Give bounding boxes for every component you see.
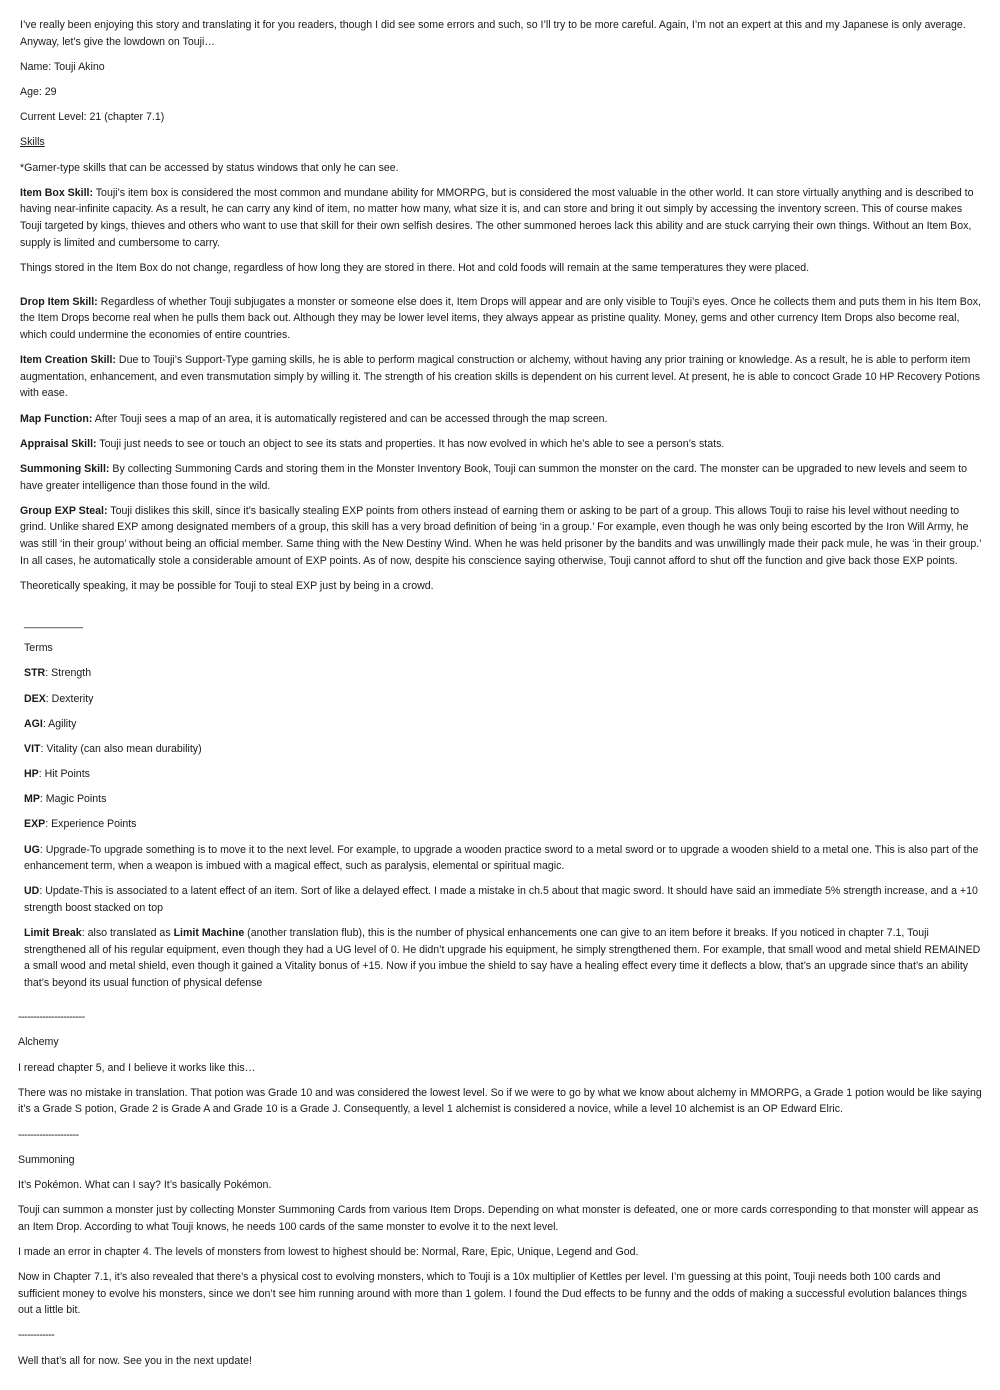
term-item (24, 883, 982, 916)
skill-text: Due to Touji’s Support-Type gaming skills, he is able to perform magical construction or alchemy, without having any prior training or knowledge. As a result, he is able to perform item augmentation, enhancement, and even transmutation simply by willing it. The strength of his creation skills is dependent on his current level. At present, he is able to concoct Grade 10 HP Recovery Potions with ease. (20, 354, 981, 400)
skill-title: Summoning Skill: (20, 463, 110, 475)
terms-separator: __________ (24, 616, 83, 629)
term-abbr: UD (24, 885, 40, 898)
profile-age: Age: 29 (20, 85, 57, 98)
alchemy-heading: Alchemy (18, 1036, 59, 1049)
term-abbr: VIT (24, 742, 41, 755)
term-def: : Vitality (can also mean durability) (40, 742, 202, 755)
skill-title: Appraisal Skill: (20, 437, 97, 450)
skill-map-function (20, 411, 982, 428)
alchemy-separator: ---------------------- (18, 1011, 85, 1024)
skill-item-creation (20, 352, 982, 402)
skills-heading: Skills (20, 136, 45, 149)
skill-title: Item Creation Skill: (20, 354, 116, 367)
term-def: : Strength (45, 667, 92, 680)
alchemy-paragraph: I reread chapter 5, and I believe it works like this… (18, 1061, 256, 1074)
summoning-paragraph: I made an error in chapter 4. The levels of monsters from lowest to highest should be: Normal, Rare, Epic, Unique, Legend and God. (18, 1245, 639, 1258)
terms-heading: Terms (24, 642, 53, 655)
skill-text: Touji dislikes this skill, since it’s basically stealing EXP points from others instead of earning them or asking to be part of a group. This allows Touji to raise his level without needing to grind. Unlike shared EXP among designated members of a group, this skill has a very broad definition of being ‘in a group.’ For example, even though he was only being escorted by the Iron Will Army, he was still ‘in their group’ without being an official member. Same thing with the New Destiny Wind. When he was held prisoner by the bandits and was unwillingly made their pack mule, he was ‘in their group.’ In all cases, he automatically stole a considerable amount of EXP points. As of now, despite his conscience saying otherwise, Touji cannot afford to shut off the function and give back those EXP points. (20, 504, 982, 567)
summoning-paragraph: It’s Pokémon. What can I say? It’s basically Pokémon. (18, 1178, 272, 1191)
intro-paragraph: I’ve really been enjoying this story and translating it for you readers, though I did see some errors and such, so I’ll try to be more careful. Again, I’m not an expert at this and my Japanese is only average. Anyway, let’s give the lowdown on Touji… (20, 19, 966, 48)
term-def: : Hit Points (38, 768, 90, 781)
term-def: (another translation flub), this is the number of physical enhancements one can give to an item before it breaks. If you noticed in chapter 7.1, Touji strengthened all of his regular equipment, even though they had a UG level of 0. He didn’t upgrade his equipment, he simply strengthened them. For example, that small wood and metal shield REMAINED a small wood and metal shield, even though it gained a Vitality bonus of +15. Now if you imbue the shield to say have a healing effect every time it deflects a blow, that’s an upgrade since that’s an ability that’s beyond its usual function of physical defense (24, 927, 981, 989)
skill-title: Group EXP Steal: (20, 504, 108, 517)
term-abbr: AGI (24, 717, 43, 730)
term-abbr: EXP (24, 818, 46, 831)
term-item (24, 791, 982, 808)
skill-item-box (20, 185, 982, 251)
skill-exp-steal-note (20, 578, 982, 595)
skill-text: Regardless of whether Touji subjugates a monster or someone else does it, Item Drops will appear and are only visible to Touji’s eyes. Once he collects them and puts them in his Item Box, the Item Drops become real when he pulls them back out. Although they may be lower level items, they always appear as pristine quality. Money, gems and other currency Item Drops also become real, which could undermine the economies of entire countries. (20, 295, 981, 342)
skill-text: Touji just needs to see or touch an object to see its stats and properties. It has now evolved in which he’s able to see a person’s stats. (96, 437, 725, 450)
alchemy-section (18, 1009, 982, 1369)
skill-summoning (20, 461, 982, 494)
summoning-heading: Summoning (18, 1153, 75, 1166)
terms-section (24, 615, 982, 992)
skill-title: Item Box Skill: (20, 186, 93, 199)
term-item (24, 691, 982, 708)
summoning-paragraph: Now in Chapter 7.1, it’s also revealed that there’s a physical cost to evolving monsters, which to Touji is a 10x multiplier of Kettles per level. I’m guessing at this point, Touji needs both 100 cards and sufficient money to evolve his monsters, since we don’t see him running around with more than 1 golem. I found the Dud effects to be funny and the odds of making a successful evolution balances things out a little bit. (18, 1271, 967, 1317)
skill-text: Theoretically speaking, it may be possible for Touji to steal EXP just by being in a crowd. (20, 579, 434, 592)
term-def: : Dexterity (45, 692, 94, 705)
skill-title: Map Function: (20, 412, 93, 425)
skill-text: Things stored in the Item Box do not change, regardless of how long they are stored in there. Hot and cold foods will remain at the same temperatures they were placed. (20, 261, 810, 274)
skill-drop-item (20, 294, 982, 344)
summoning-separator: -------------------- (18, 1128, 79, 1141)
term-def: : Upgrade-To upgrade something is to move it to the next level. For example, to upgrade a wooden practice sword to a metal sword or to upgrade a wooden shield to a metal one. This is also part of the enhancement term, when a weapon is imbued with a magical effect, such as paralysis, elemental or spiritual magic. (24, 843, 979, 873)
summoning-paragraph: Touji can summon a monster just by collecting Monster Summoning Cards from various Item Drops. Depending on what monster is defeated, one or more cards corresponding to that monster will appear as an Item Drop. According to what Touji knows, he needs 100 cards of the same monster to evolve it to the next level. (18, 1204, 979, 1233)
skill-text: After Touji sees a map of an area, it is automatically registered and can be accessed through the map screen. (92, 412, 608, 425)
term-abbr: DEX (24, 692, 46, 705)
outro-separator: ------------ (18, 1329, 55, 1342)
term-item (24, 716, 982, 733)
term-abbr-alt: Limit Machine (173, 927, 245, 940)
skill-appraisal (20, 436, 982, 453)
term-abbr: HP (24, 768, 39, 781)
skill-group-exp-steal (20, 503, 982, 569)
profile-level: Current Level: 21 (chapter 7.1) (20, 111, 165, 124)
term-def: : Magic Points (39, 793, 107, 806)
profile-name: Name: Touji Akino (20, 60, 105, 73)
outro-text: Well that’s all for now. See you in the next update! (18, 1354, 252, 1367)
term-abbr: UG (24, 843, 40, 856)
term-def: : also translated as (81, 927, 174, 940)
skill-text: Touji’s item box is considered the most common and mundane ability for MMORPG, but is considered the most valuable in the other world. It can store virtually anything and is described to having near-infinite capacity. As a result, he can carry any kind of item, no matter how many, what size it is, and can store and bring it out simply by accessing the inventory screen. This of course makes Touji targeted by kings, thieves and others who want to use that skill for their own selfish desires. The other summoned heroes lack this ability and are stuck carrying their own things. Without an Item Box, supply is limited and cumbersome to carry. (20, 186, 974, 249)
term-limit-break (24, 925, 982, 991)
term-def: : Agility (42, 717, 77, 730)
term-def: : Update-This is associated to a latent effect of an item. Sort of like a delayed effect. I made a mistake in ch.5 about that magic sword. It should have said an immediate 5% strength increase, and a +10 strength boost stacked on top (24, 885, 978, 914)
document-page (20, 17, 982, 1378)
skill-text: By collecting Summoning Cards and storing them in the Monster Inventory Book, Touji can summon the monster on the card. The monster can be upgraded to new levels and seem to have greater intelligence than those found in the wild. (20, 463, 968, 492)
skill-title: Drop Item Skill: (20, 295, 98, 308)
alchemy-paragraph: There was no mistake in translation. That potion was Grade 10 and was considered the lowest level. So if we were to go by what we know about alchemy in MMORPG, a Grade 1 potion would be like saying it’s a Grade S potion, Grade 2 is Grade A and Grade 10 is a Grade J. Consequently, a level 1 alchemist is considered a novice, while a level 10 alchemist is an OP Edward Elric. (18, 1086, 982, 1116)
term-abbr: MP (24, 793, 40, 806)
term-item (24, 741, 982, 758)
skills-note: *Gamer-type skills that can be accessed by status windows that only he can see. (20, 161, 399, 174)
term-item (24, 766, 982, 783)
skill-item-box-note (20, 260, 982, 277)
term-abbr: Limit Break (24, 927, 82, 940)
term-item (24, 816, 982, 833)
term-item (24, 665, 982, 682)
term-def: : Experience Points (45, 818, 137, 831)
term-item (24, 842, 982, 875)
term-abbr: STR (24, 667, 46, 680)
